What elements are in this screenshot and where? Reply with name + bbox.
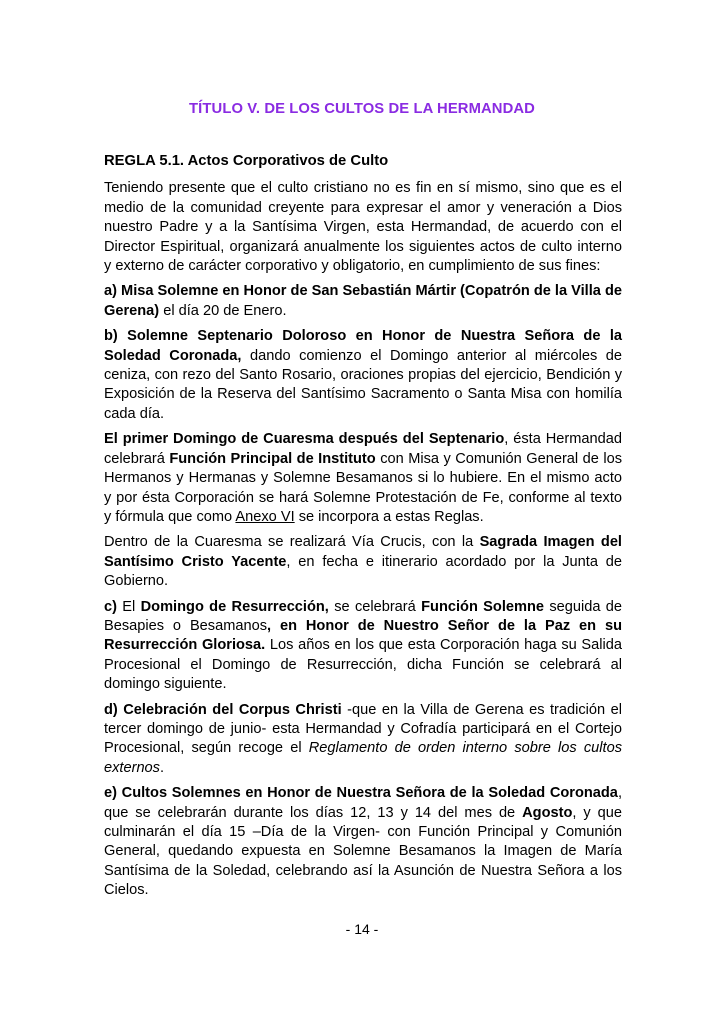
section-title: TÍTULO V. DE LOS CULTOS DE LA HERMANDAD (189, 101, 535, 117)
item-c-bold-1: Domingo de Resurrección, (140, 598, 329, 615)
item-c-text-3: Los años en los que esta Corporación haga su Salida Procesional el Domingo de Resurrección, dicha Función se celebrará al domingo siguiente. (104, 637, 622, 693)
rule-heading: REGLA 5.1. Actos Corporativos de Culto (104, 153, 389, 169)
cuaresma-paragraph (104, 430, 622, 527)
cuaresma-bold-1: El primer Domingo de Cuaresma después del Septenario (104, 431, 505, 448)
item-e-text-2: , y que culminarán el día 15 –Día de la Virgen- con Función Principal y Comunión General, quedando expuesta en Solemne Besamanos la Imagen de María Santísima de la Soledad, celebrando así la Asunción de Nuestra Señora a los Cielos. (104, 804, 622, 899)
item-c-bold-3: , en Honor de Nuestro Señor de la Paz en su Resurrección Gloriosa. (104, 617, 622, 654)
anexo-reference: Anexo VI (235, 508, 295, 525)
item-c-paragraph (104, 598, 622, 695)
via-crucis-text-1: Dentro de la Cuaresma se realizará Vía Crucis, con la (104, 534, 480, 551)
item-d-paragraph (104, 701, 622, 779)
item-d-bold: d) Celebración del Corpus Christi (104, 701, 342, 718)
item-c-text-1: se celebrará (328, 598, 422, 615)
item-c-text-2: seguida de Besapies o Besamanos (104, 598, 623, 634)
cuaresma-text-3: se incorpora a estas Reglas. (294, 508, 484, 525)
item-b-paragraph (104, 327, 622, 424)
item-c-bold-2: Función Solemne (421, 598, 545, 615)
via-crucis-bold: Sagrada Imagen del Santísimo Cristo Yacente (104, 534, 622, 570)
item-d-text-1: -que en la Villa de Gerena es tradición el tercer domingo de junio- esta Hermandad y Cofradía participará en el Cortejo Procesional, según recoge el (104, 701, 622, 757)
cuaresma-text-1: , ésta Hermandad celebrará (104, 431, 622, 467)
intro-paragraph: Teniendo presente que el culto cristiano no es fin en sí mismo, sino que es el medio de la comunidad creyente para expresar el amor y veneración a Dios nuestro Padre y a la Santísima Virgen, esta Hermandad, de acuerdo con el Director Espiritual, organizará anualmente los siguientes actos de culto interno y externo de carácter corporativo y obligatorio, en cumplimiento de sus fines: (104, 180, 622, 275)
item-a-bold: a) Misa Solemne en Honor de San Sebastián Mártir (Copatrón de la Villa de Gerena) (104, 283, 622, 319)
item-b-bold: b) Solemne Septenario Doloroso en Honor de Nuestra Señora de la Soledad Coronada, (104, 328, 622, 364)
item-e-bold-1: e) Cultos Solemnes en Honor de Nuestra Señora de la Soledad Coronada (104, 785, 618, 802)
item-e-bold-2: Agosto (522, 804, 573, 821)
page-number: - 14 - (345, 921, 379, 937)
item-a-text: el día 20 de Enero. (159, 302, 287, 319)
page-body (104, 152, 622, 907)
item-b-text: dando comienzo el Domingo anterior al miércoles de ceniza, con rezo del Santo Rosario, oraciones propias del ejercicio, Bendición y Exposición de la Reserva del Santísimo Sacramento o Santa Misa con homilía cada día. (104, 347, 623, 422)
item-d-italic: Reglamento de orden interno sobre los cultos externos (104, 740, 622, 776)
cuaresma-text-2: con Misa y Comunión General de los Hermanos y Hermanas y Solemne Besamanos si lo hubiere. En el mismo acto y por ésta Corporación se hará Solemne Protestación de Fe, conforme al texto y fórmula que como (104, 450, 622, 525)
item-e-text-1: , que se celebrarán durante los días 12, 13 y 14 del mes de (104, 785, 622, 821)
item-c-label: c) (104, 598, 117, 615)
via-crucis-text-2: , en fecha e itinerario acordado por la Junta de Gobierno. (104, 553, 622, 590)
item-a-paragraph (104, 282, 622, 321)
via-crucis-paragraph (104, 533, 622, 591)
item-d-text-2: . (159, 759, 165, 776)
item-e-paragraph (104, 784, 622, 900)
item-c-text-0: El (116, 598, 141, 615)
cuaresma-bold-2: Función Principal de Instituto (169, 450, 376, 467)
